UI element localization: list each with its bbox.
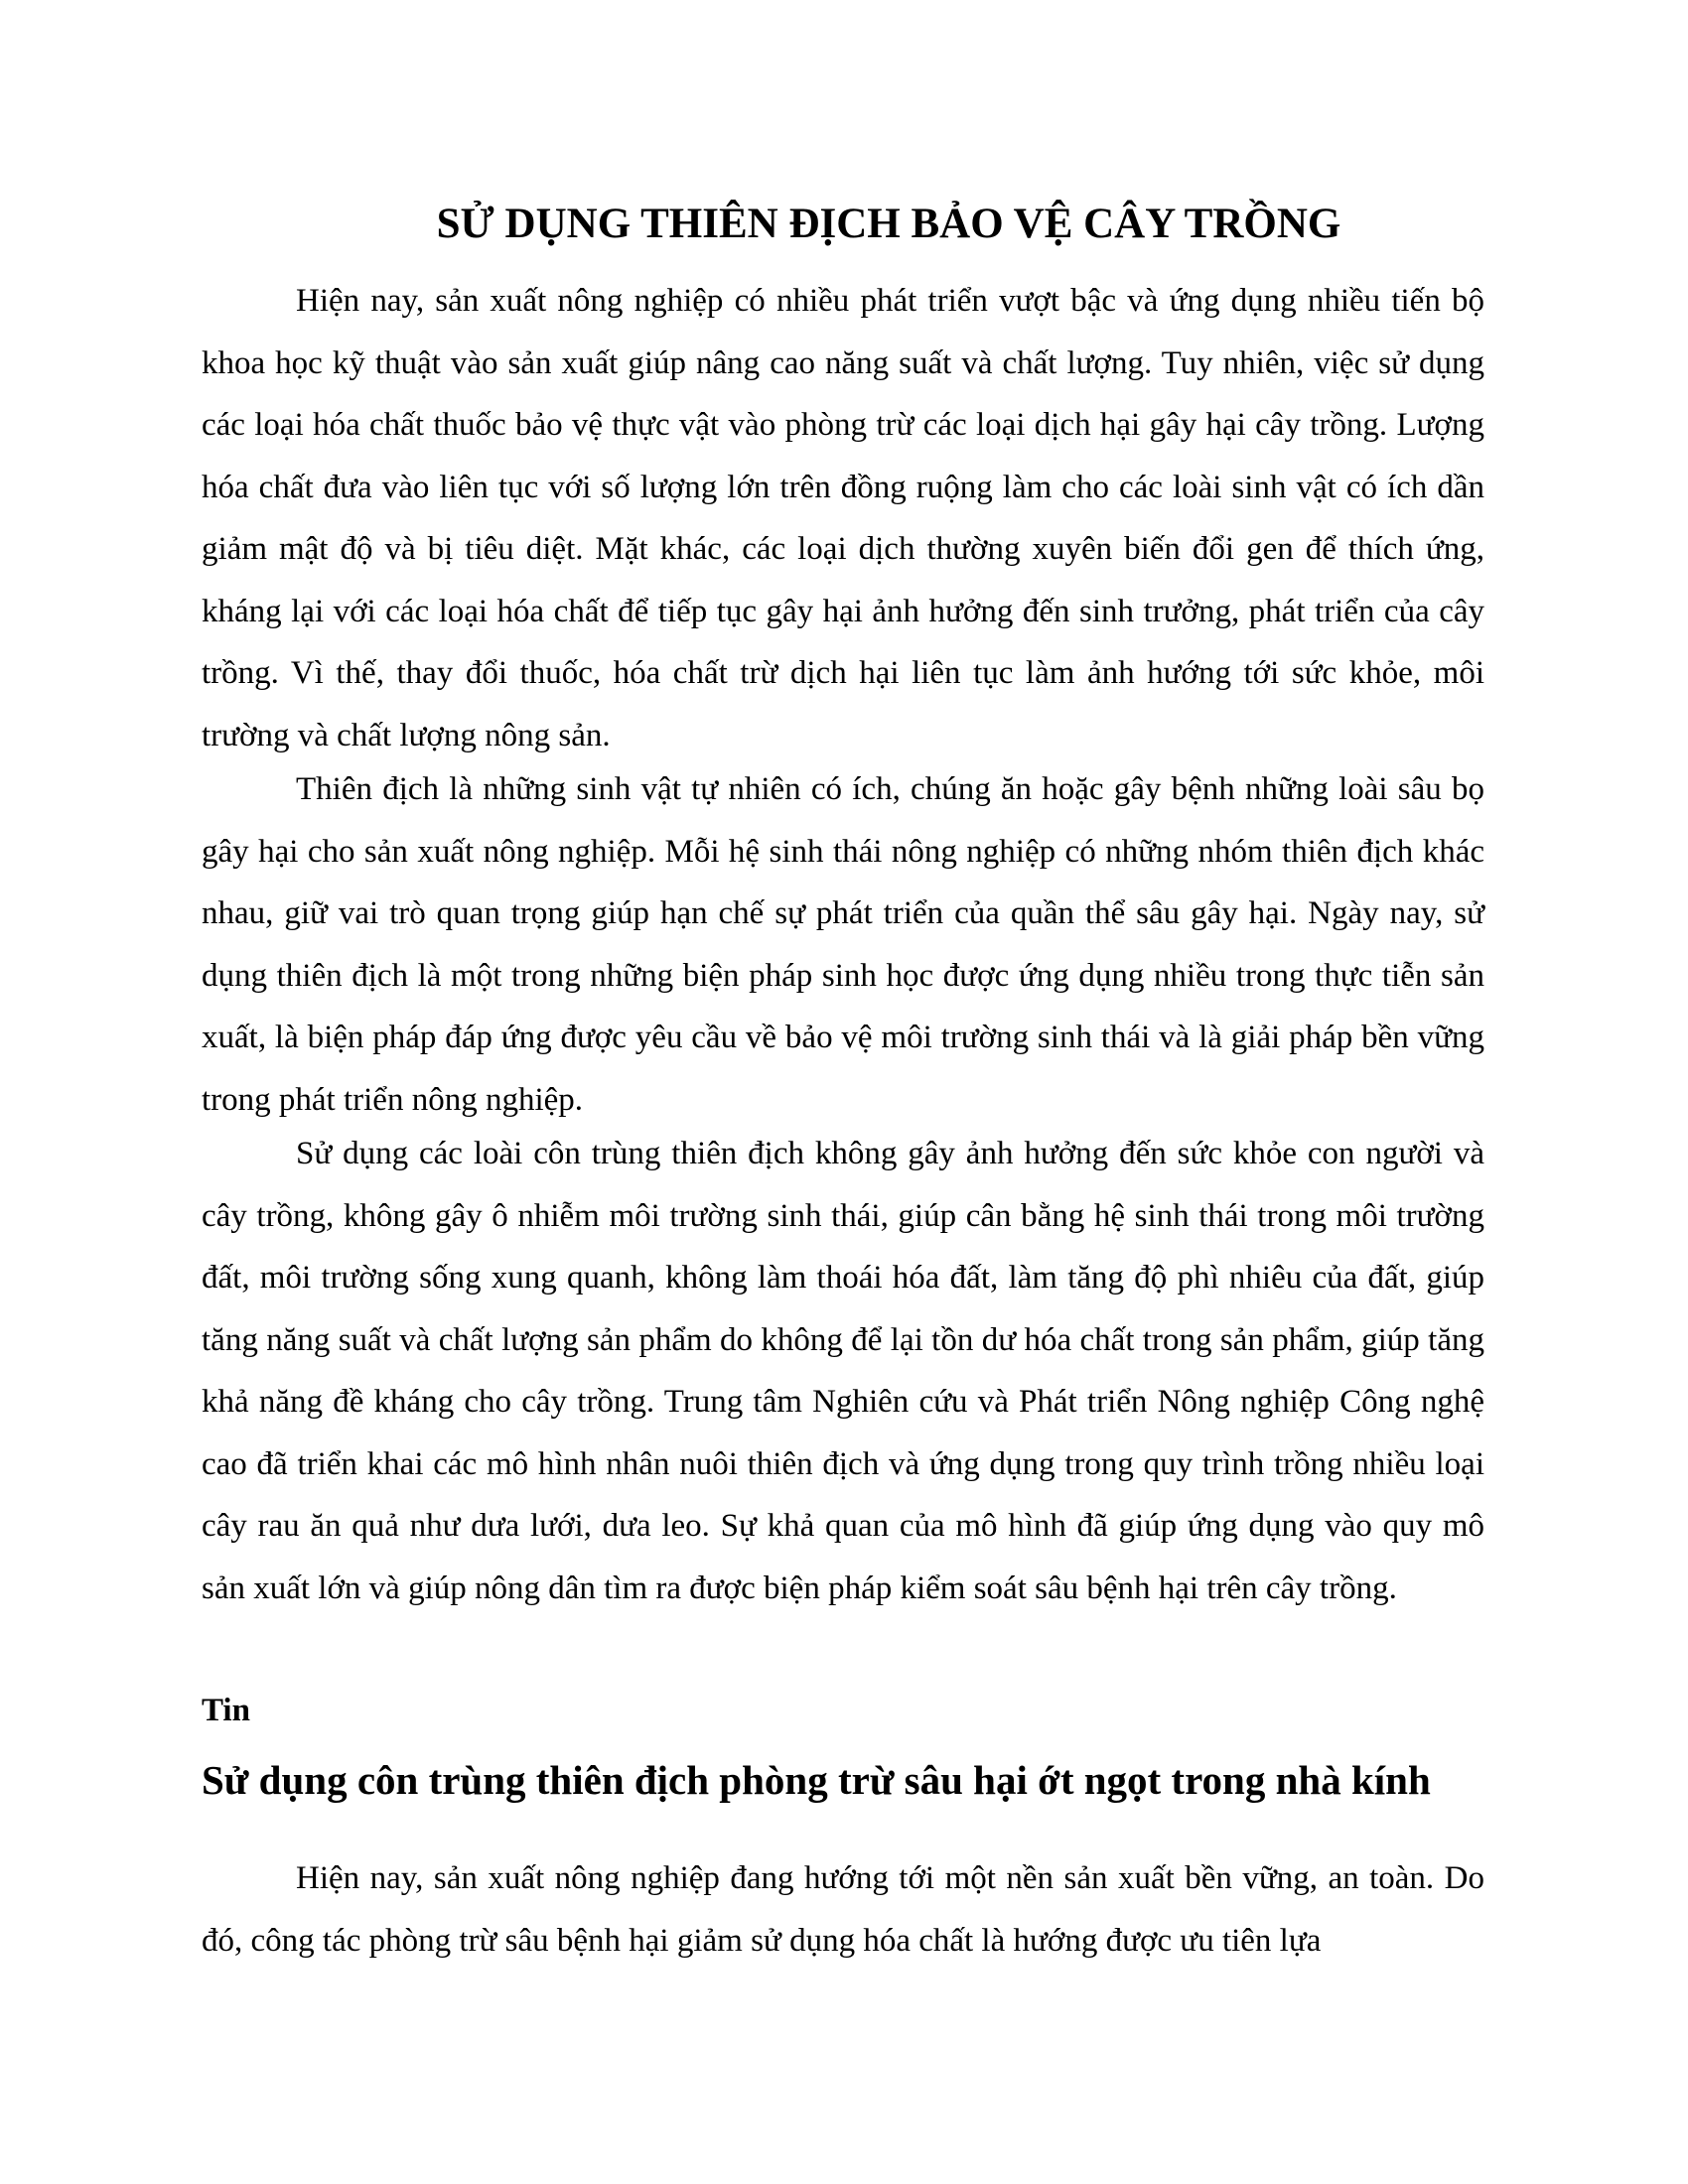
paragraph-natural-enemies: Thiên địch là những sinh vật tự nhiên có ích, chúng ăn hoặc gây bệnh những loài sâu bọ gây hại cho sản xuất nông nghiệp. Mỗi hệ sinh thái nông nghiệp có những nhóm thiên địch khác nhau, giữ vai trò quan trọng giúp hạn chế sự phát triển của quần thể sâu gây hại. Ngày nay, sử dụng thiên địch là một trong những biện pháp sinh học được ứng dụng nhiều trong thực tiễn sản xuất, là biện pháp đáp ứng được yêu cầu về bảo vệ môi trường sinh thái và là giải pháp bền vững trong phát triển nông nghiệp.	[202, 771, 1484, 1118]
paragraph-intro: Hiện nay, sản xuất nông nghiệp có nhiều phát triển vượt bậc và ứng dụng nhiều tiến bộ khoa học kỹ thuật vào sản xuất giúp nâng cao năng suất và chất lượng. Tuy nhiên, việc sử dụng các loại hóa chất thuốc bảo vệ thực vật vào phòng trừ các loại dịch hại gây hại cây trồng. Lượng hóa chất đưa vào liên tục với số lượng lớn trên đồng ruộng làm cho các loài sinh vật có ích dần giảm mật độ và bị tiêu diệt. Mặt khác, các loại dịch thường xuyên biến đổi gen để thích ứng, kháng lại với các loại hóa chất để tiếp tục gây hại ảnh hưởng đến sinh trưởng, phát triển của cây trồng. Vì thế, thay đổi thuốc, hóa chất trừ dịch hại liên tục làm ảnh hướng tới sức khỏe, môi trường và chất lượng nông sản.	[202, 283, 1484, 753]
section-label: Tin	[202, 1693, 250, 1728]
document-title: SỬ DỤNG THIÊN ĐỊCH BẢO VỆ CÂY TRỒNG	[436, 201, 1341, 247]
paragraph-benefits: Sử dụng các loài côn trùng thiên địch không gây ảnh hưởng đến sức khỏe con người và cây trồng, không gây ô nhiễm môi trường sinh thái, giúp cân bằng hệ sinh thái trong môi trường đất, môi trường sống xung quanh, không làm thoái hóa đất, làm tăng độ phì nhiêu của đất, giúp tăng năng suất và chất lượng sản phẩm do không để lại tồn dư hóa chất trong sản phẩm, giúp tăng khả năng đề kháng cho cây trồng. Trung tâm Nghiên cứu và Phát triển Nông nghiệp Công nghệ cao đã triển khai các mô hình nhân nuôi thiên địch và ứng dụng trong quy trình trồng nhiều loại cây rau ăn quả như dưa lưới, dưa leo. Sự khả quan của mô hình đã giúp ứng dụng vào quy mô sản xuất lớn và giúp nông dân tìm ra được biện pháp kiểm soát sâu bệnh hại trên cây trồng.	[202, 1136, 1484, 1606]
article-paragraph: Hiện nay, sản xuất nông nghiệp đang hướng tới một nền sản xuất bền vững, an toàn. Do đó, công tác phòng trừ sâu bệnh hại giảm sử dụng hóa chất là hướng được ưu tiên lựa	[202, 1860, 1484, 1959]
article-title: Sử dụng côn trùng thiên địch phòng trừ sâu hại ớt ngọt trong nhà kính	[202, 1757, 1431, 1803]
